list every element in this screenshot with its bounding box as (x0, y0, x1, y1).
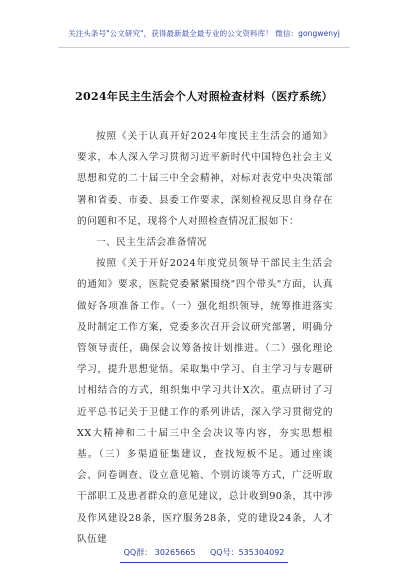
document-body (77, 126, 333, 550)
intro-paragraph: 按照《关于认真开好2024年度民主生活会的通知》要求，本人深入学习贯彻习近平新时代中国特色社会主义思想和党的二十届三中全会精神，对标对表党中央决策部署和省委、市委、县委工作要求，深刻检视反思自身存在的问题和不足，现将个人对照检查情况汇报如下： (77, 131, 333, 227)
section-heading: 一、民主生活会准备情况 (96, 237, 208, 249)
footer-underline (120, 562, 288, 563)
qq-group[interactable]: QQ群： 30265665 (123, 548, 196, 557)
section-paragraph: 按照《关于开好2024年度党员领导干部民主生活会的通知》要求，医院党委紧紧围绕"四个带头"方面，认真做好各项准备工作。（一）强化组织领导，统筹推进落实及时制定工作方案，党委多次召开会议研究部署，明确分管领导责任，确保会议筹备按计划推进。（二）强化理论学习，提升思想觉悟。采取集中学习、自主学习与专题研讨相结合的方式，组织集中学习共计X次。重点研讨了习近平总书记关于卫健工作的系列讲话，深入学习贯彻党的XX大精神和二十届三中全会决议等内容，夯实思想根基。（三）多渠道征集建议，查找短板不足。通过座谈会、问卷调查、设立意见箱、个别访谈等方式，广泛听取干部职工及患者群众的意见建议，总计收到90条，其中涉及作风建设28条，医疗服务28条，党的建设24条，人才队伍建 (77, 258, 333, 545)
footer-contact (0, 547, 408, 558)
document-title: 2024年民主生活会个人对照检查材料（医疗系统） (75, 90, 333, 103)
qq-number[interactable]: QQ号：535304092 (210, 548, 285, 557)
promo-banner[interactable]: 关注头条号"公文研究"，获得最新最全最专业的公文资料库！ 微信：gongwenyj (68, 29, 340, 38)
header-divider (58, 47, 350, 48)
